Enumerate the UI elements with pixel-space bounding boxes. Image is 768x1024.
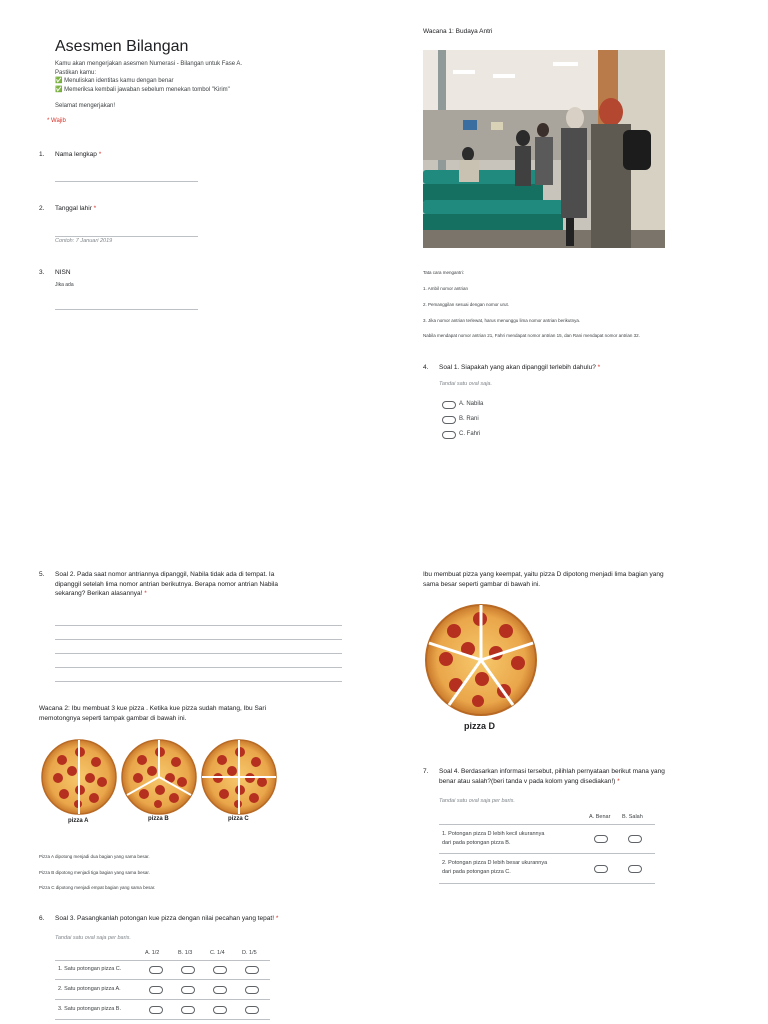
radio-oval[interactable] <box>213 986 227 994</box>
option-label: C. Fahri <box>459 431 481 437</box>
radio-oval[interactable] <box>213 1006 227 1014</box>
nisn-input[interactable] <box>55 309 198 310</box>
required-star: * <box>275 915 279 922</box>
question-line: Soal 4. Berdasarkan informasi tersebut, pilihlah pernyataan berikut mana yang <box>439 768 665 775</box>
grid-column-header: B. Salah <box>622 814 643 820</box>
radio-oval[interactable] <box>181 966 195 974</box>
radio-oval[interactable] <box>181 1006 195 1014</box>
form-title: Asesmen Bilangan <box>55 38 189 55</box>
rule-item: 3. Jika nomor antrian terlewat, harus menunggu lima nomor antrian berikutnya. <box>423 318 581 323</box>
form-description <box>55 60 242 111</box>
nama-input[interactable] <box>55 181 198 182</box>
grid-row <box>439 825 655 853</box>
grid-column-header: D. 1/5 <box>242 950 257 956</box>
pizza-c-description: Pizza C dipotong menjadi empat bagian yang sama besar. <box>39 885 156 890</box>
tanggal-lahir-input[interactable] <box>55 236 198 237</box>
pizza-b <box>122 740 196 814</box>
question-number: 4. <box>423 364 429 371</box>
grid-row-label: 2. Satu potongan pizza A. <box>58 986 121 992</box>
question-label: Tanggal lahir <box>55 205 92 212</box>
question-soal-2 <box>39 570 349 606</box>
radio-oval[interactable] <box>442 401 456 409</box>
option-b-rani[interactable] <box>442 416 522 426</box>
pizza-a <box>42 740 116 814</box>
required-note: * Wajib <box>47 118 66 124</box>
intro-line: ✅ Memeriksa kembali jawaban sebelum menekan tombol "Kirim" <box>55 86 230 93</box>
rules-heading: Tata cara mengantri: <box>423 270 465 275</box>
case-1-title: Wacana 1: Budaya Antri <box>423 28 493 35</box>
question-label: Nama lengkap <box>55 151 97 158</box>
soal-3-grid <box>55 950 270 1020</box>
question-number: 5. <box>39 571 45 578</box>
required-star: * <box>144 590 147 597</box>
radio-oval[interactable] <box>149 1006 163 1014</box>
question-nama <box>39 150 339 162</box>
grid-row <box>55 960 270 979</box>
question-line: benar atau salah?(beri tanda v pada kolom yang disediakan!) <box>439 777 616 785</box>
grid-column-header: B. 1/3 <box>178 950 193 956</box>
question-number: 3. <box>39 269 45 276</box>
radio-oval[interactable] <box>442 431 456 439</box>
radio-oval[interactable] <box>213 966 227 974</box>
pizza-a-description: Pizza A dipotong menjadi dua bagian yang sama besar. <box>39 854 150 859</box>
question-sublabel: Jika ada <box>55 282 74 288</box>
case-3-text <box>423 570 743 594</box>
pizza-a-caption: pizza A <box>68 818 89 824</box>
radio-oval[interactable] <box>628 865 642 873</box>
rule-item: 1. Ambil nomor antrian <box>423 286 469 291</box>
pizza-b-description: Pizza B dipotong menjadi tiga bagian yang sama besar. <box>39 870 150 875</box>
queue-photo <box>423 50 665 248</box>
question-line: dipanggil setelah lima nomor antrian berikutnya. Berapa nomor antrian Nabila <box>55 580 278 588</box>
required-star: * <box>98 151 102 158</box>
case-line: sama besar seperti gambar di bawah ini. <box>423 580 541 588</box>
question-tanggal-lahir <box>39 204 339 216</box>
question-label: Soal 1. Siapakah yang akan dipanggil terlebih dahulu? <box>439 364 596 371</box>
radio-oval[interactable] <box>594 865 608 873</box>
intro-line: ✅ Menuliskan identitas kamu dengan benar <box>55 78 174 84</box>
grid-row-label: dari pada potongan pizza B. <box>442 840 511 846</box>
soal-4-grid <box>439 814 655 886</box>
question-number: 1. <box>39 151 45 158</box>
question-number: 7. <box>423 768 429 775</box>
rule-item: 2. Pemanggilan sesuai dengan nomor urut. <box>423 302 510 307</box>
question-number: 2. <box>39 205 45 212</box>
soal-2-answer-area[interactable] <box>55 625 342 685</box>
intro-line: Kamu akan mengerjakan asesmen Numerasi - Bilangan untuk Fase A. <box>55 61 243 67</box>
radio-oval[interactable] <box>245 1006 259 1014</box>
intro-line: Pastikan kamu: <box>55 69 97 76</box>
pizza-c-caption: pizza C <box>228 816 249 822</box>
pizza-d-image <box>424 603 538 717</box>
pizza-b-caption: pizza B <box>148 816 169 822</box>
case-line: memotongnya seperti tampak gambar di bawah ini. <box>39 714 187 722</box>
question-soal-4 <box>423 767 743 791</box>
radio-oval[interactable] <box>245 986 259 994</box>
question-hint: Tandai satu oval saja per baris. <box>439 798 515 804</box>
pizza-d-caption: pizza D <box>464 721 496 731</box>
radio-oval[interactable] <box>594 835 608 843</box>
date-placeholder: Contoh: 7 Januari 2019 <box>55 238 113 244</box>
grid-column-header: A. Benar <box>589 814 611 820</box>
queue-numbers-text: Nabila mendapat nomor antrian 21, Fahri mendapat nomor antrian 15, dan Rani mendapat nomor antrian 32. <box>423 333 640 338</box>
grid-column-header: C. 1/4 <box>210 950 225 956</box>
queue-photo-image <box>423 50 665 248</box>
question-line: Soal 2. Pada saat nomor antriannya dipanggil, Nabila tidak ada di tempat. Ia <box>55 571 275 578</box>
question-soal-3 <box>39 914 359 926</box>
radio-oval[interactable] <box>181 986 195 994</box>
radio-oval[interactable] <box>149 966 163 974</box>
grid-column-header: A. 1/2 <box>145 950 160 956</box>
question-line: sekarang? Berikan alasannya! <box>55 590 143 597</box>
grid-row <box>55 980 270 999</box>
option-label: A. Nabila <box>459 401 484 407</box>
question-number: 6. <box>39 915 45 922</box>
pizza-c <box>202 740 276 814</box>
required-star: * <box>597 364 601 371</box>
case-2-text <box>39 704 349 728</box>
grid-row-label: dari pada potongan pizza C. <box>442 869 511 875</box>
radio-oval[interactable] <box>149 986 163 994</box>
question-label: Soal 3. Pasangkanlah potongan kue pizza dengan nilai pecahan yang tepat! <box>55 915 275 922</box>
greeting: Selamat mengerjakan! <box>55 103 116 109</box>
option-c-fahri[interactable] <box>442 431 522 441</box>
question-nisn <box>39 268 339 280</box>
radio-oval[interactable] <box>442 416 456 424</box>
required-star: * <box>93 205 97 212</box>
pizza-abc-image <box>40 738 280 818</box>
grid-row-label: 2. Potongan pizza D lebih besar ukurannya <box>442 860 548 866</box>
question-soal-1 <box>423 363 723 375</box>
grid-row <box>55 1000 270 1019</box>
question-label: NISN <box>55 269 71 276</box>
option-label: B. Rani <box>459 416 479 422</box>
grid-row-label: 3. Satu potongan pizza B. <box>58 1006 121 1012</box>
case-line: Ibu membuat pizza yang keempat, yaitu pizza D dipotong menjadi lima bagian yang <box>423 571 664 578</box>
option-a-nabila[interactable] <box>442 401 522 411</box>
case-line: Wacana 2: Ibu membuat 3 kue pizza . Ketika kue pizza sudah matang, Ibu Sari <box>39 705 267 712</box>
question-hint: Tandai satu oval saja per baris. <box>55 935 131 941</box>
radio-oval[interactable] <box>245 966 259 974</box>
grid-row-label: 1. Potongan pizza D lebih kecil ukurannya <box>442 831 545 837</box>
radio-oval[interactable] <box>628 835 642 843</box>
grid-row <box>439 854 655 883</box>
question-hint: Tandai satu oval saja. <box>439 381 492 387</box>
grid-row-label: 1. Satu potongan pizza C. <box>58 966 122 972</box>
required-star: * <box>617 777 620 785</box>
